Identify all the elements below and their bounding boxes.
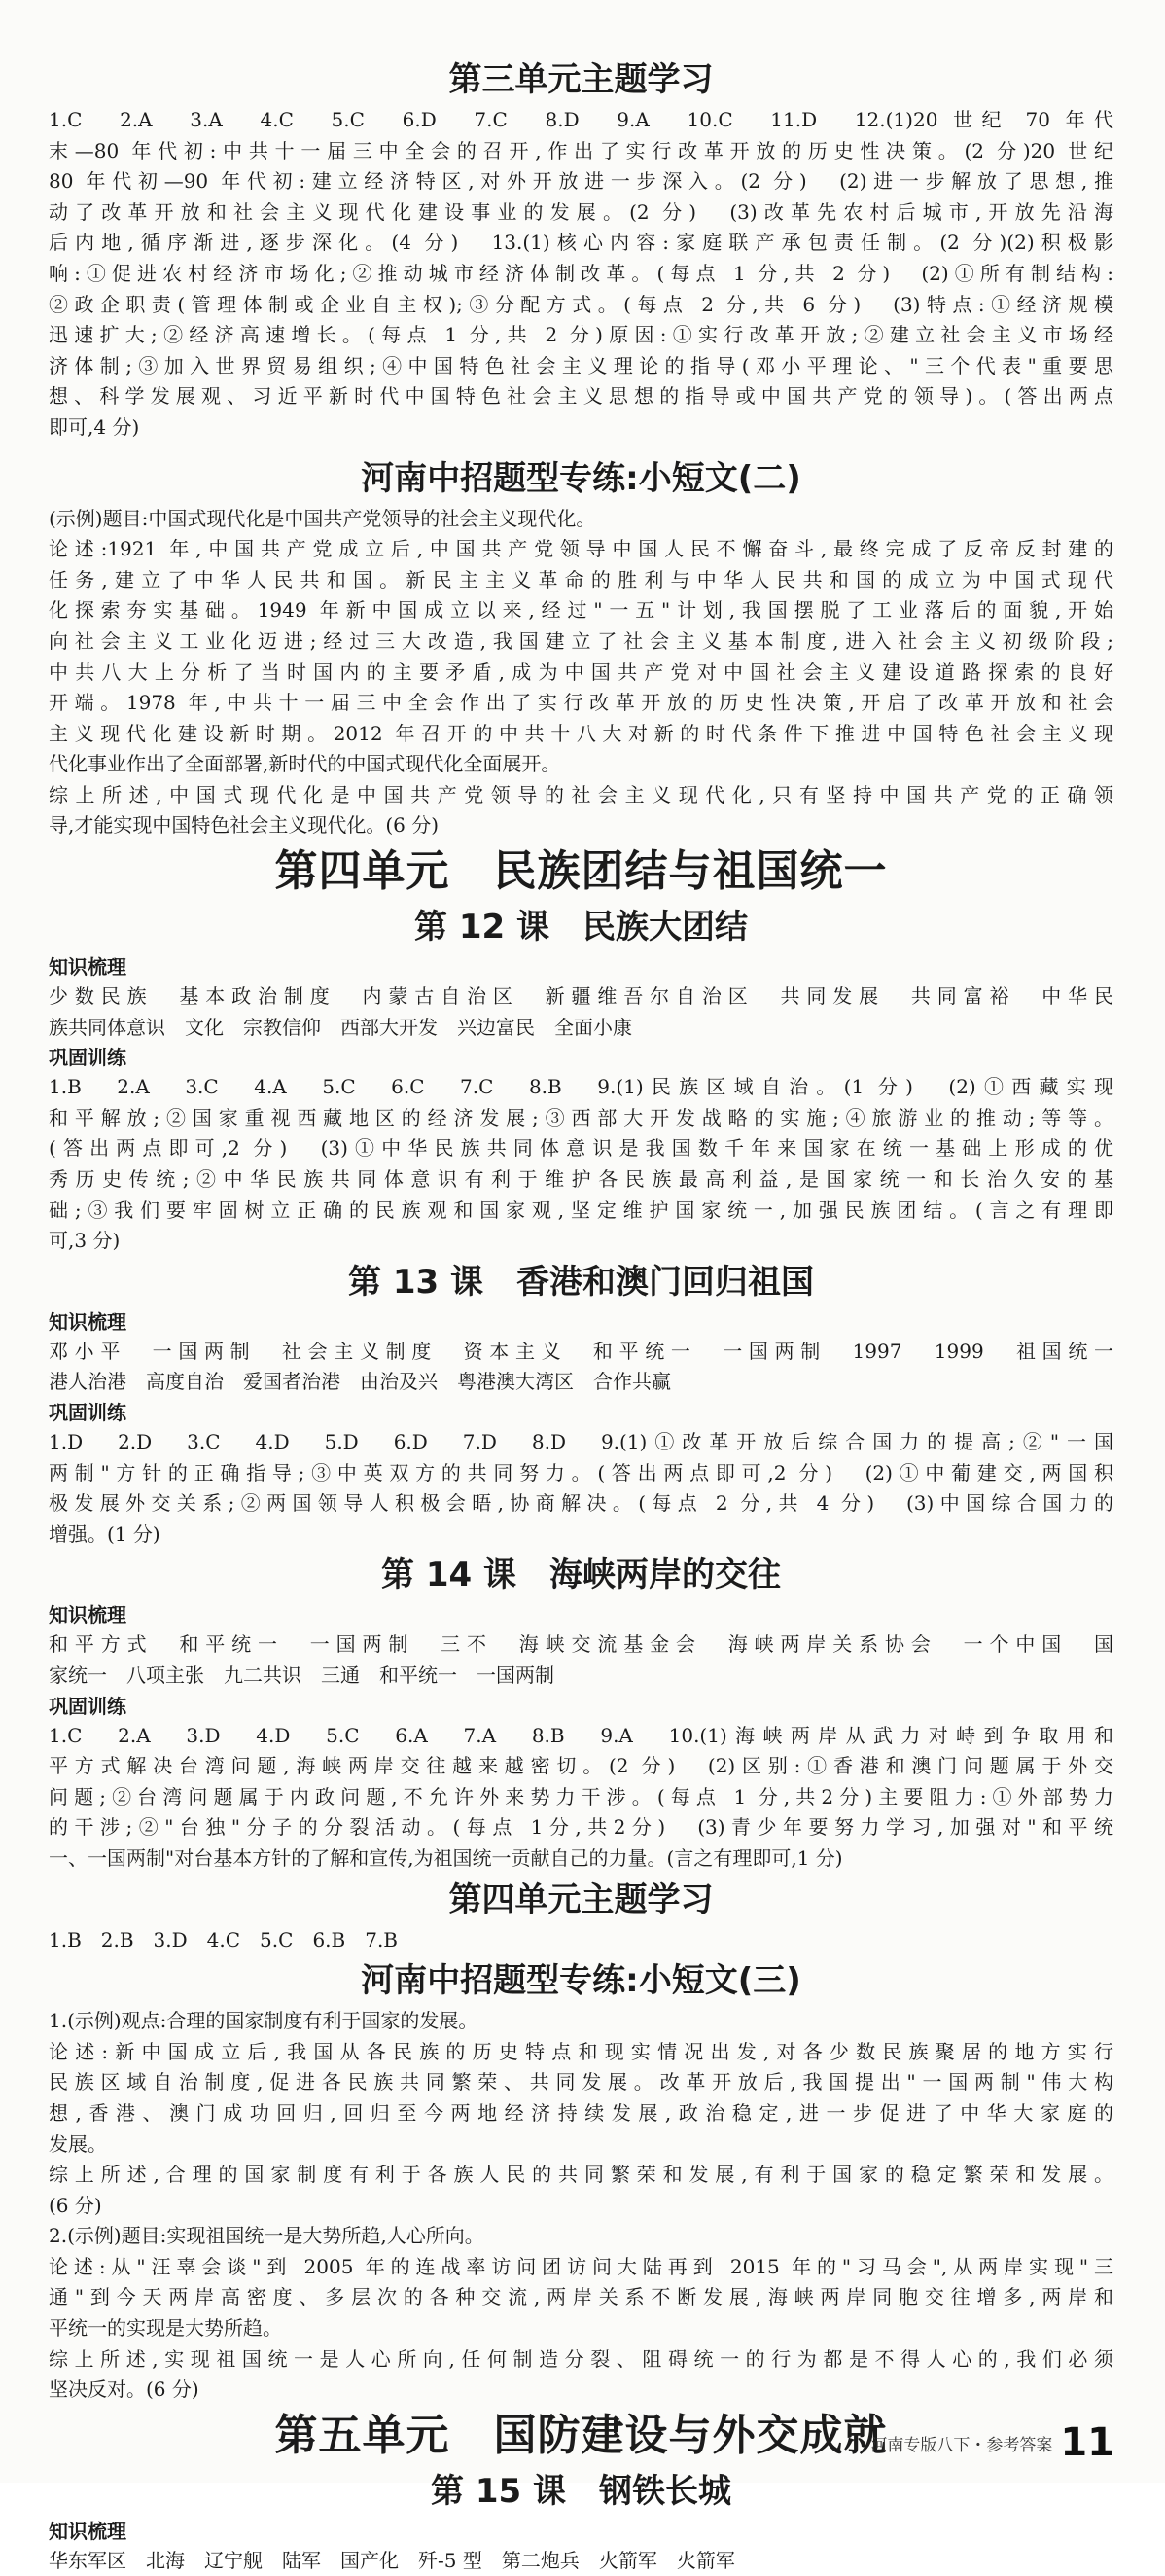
text-line: 济体制;③加入世界贸易组织;④中国特色社会主义理论的指导(邓小平理论、"三个代表"重要思 — [49, 353, 1113, 377]
subsection-label: 巩固训练 — [49, 1694, 126, 1718]
text-line: 代化事业作出了全面部署,新时代的中国式现代化全面展开。 — [49, 752, 561, 776]
section-title: 第四单元主题学习 — [448, 1879, 714, 1919]
text-line: 动了改革开放和社会主义现代化建设事业的发展。(2 分) (3)改革先农村后城市,开放先沿海 — [49, 199, 1113, 224]
text-line: 1.D 2.D 3.C 4.D 5.D 6.D 7.D 8.D 9.(1)①改革开放后综合国力的提高;②"一国 — [49, 1430, 1113, 1453]
text-line: ②政企职责(管理体制或企业自主权);③分配方式。(每点 2 分,共 6 分) (3)特点:①经济规模 — [49, 292, 1113, 316]
text-line: 向社会主义工业化迈进;经过三大改造,我国建立了社会主义基本制度,进入社会主义初级阶段; — [49, 628, 1113, 653]
footer-label: 河南专版八下・参考答案 — [870, 2435, 1053, 2455]
text-line: 即可,4 分) — [49, 414, 140, 439]
text-line: 综上所述,合理的国家制度有利于各族人民的共同繁荣和发展,有利于国家的稳定繁荣和发展。 — [49, 2163, 1113, 2187]
subsection-label: 巩固训练 — [49, 1046, 126, 1070]
text-line: 平统一的实现是大势所趋。 — [49, 2316, 282, 2341]
text-line: 家统一 八项主张 九二共识 三通 和平统一 一国两制 — [49, 1663, 554, 1687]
text-line: 坚决反对。(6 分) — [49, 2378, 199, 2402]
text-line: 平方式解决台湾问题,海峡两岸交往越来越密切。(2 分) (2)区别:①香港和澳门问题属于外交 — [49, 1754, 1113, 1778]
unit-title: 第四单元 民族团结与祖国统一 — [274, 846, 888, 897]
text-line: 增强。(1 分) — [49, 1521, 160, 1546]
text-line: 1.C 2.A 3.A 4.C 5.C 6.D 7.C 8.D 9.A 10.C 11.D 12.(1)20 世纪 70 年代 — [49, 108, 1113, 131]
subsection-label: 知识梳理 — [49, 955, 126, 980]
page-number: 11 — [1060, 2420, 1114, 2465]
text-line: 综上所述,中国式现代化是中国共产党领导的社会主义现代化,只有坚持中国共产党的正确领 — [49, 782, 1113, 806]
text-line: 1.B 2.B 3.D 4.C 5.C 6.B 7.B — [49, 1927, 399, 1951]
section-title: 第 13 课 香港和澳门回归祖国 — [348, 1262, 814, 1302]
text-line: 础;③我们要牢固树立正确的民族观和国家观,坚定维护国家统一,加强民族团结。(言之有理即 — [49, 1198, 1113, 1222]
text-line: 港人治港 高度自治 爱国者治港 由治及兴 粤港澳大湾区 合作共赢 — [49, 1370, 671, 1394]
text-line: (6 分) — [49, 2193, 102, 2217]
text-line: 任务,建立了中华人民共和国。新民主主义革命的胜利与中华人民共和国的成立为中国式现代 — [49, 567, 1113, 591]
text-line: 中共八大上分析了当时国内的主要矛盾,成为中国共产党对中国社会主义建设道路探索的良好 — [49, 660, 1113, 684]
subsection-label: 知识梳理 — [49, 2519, 126, 2543]
text-line: 综上所述,实现祖国统一是人心所向,任何制造分裂、阻碍统一的行为都是不得人心的,我们必须 — [49, 2346, 1113, 2371]
text-line: 想、科学发展观、习近平新时代中国特色社会主义思想的指导或中国共产党的领导)。(答出两点 — [49, 384, 1113, 409]
subsection-label: 知识梳理 — [49, 1309, 126, 1334]
text-line: 1.C 2.A 3.D 4.D 5.C 6.A 7.A 8.B 9.A 10.(1)海峡两岸从武力对峙到争取用和 — [49, 1723, 1113, 1747]
text-line: 少数民族 基本政治制度 内蒙古自治区 新疆维吾尔自治区 共同发展 共同富裕 中华民 — [49, 984, 1113, 1009]
section-title: 第 15 课 钢铁长城 — [431, 2471, 731, 2511]
text-line: 问题;②台湾问题属于内政问题,不允许外来势力干涉。(每点 1 分,共2分)主要阻力:①外部势力 — [49, 1784, 1113, 1808]
spacer — [49, 444, 1113, 453]
text-line: 想,香港、澳门成功回归,回归至今两地经济持续发展,政治稳定,进一步促进了中华大家庭的 — [49, 2100, 1113, 2125]
text-line: 论述:从"汪辜会谈"到 2005 年的连战率访问团访问大陆再到 2015 年的"习马会",从两岸实现"三 — [49, 2254, 1113, 2278]
text-line: (答出两点即可,2 分) (3)①中华民族共同体意识是我国数千年来国家在统一基础上形成的优 — [49, 1136, 1113, 1161]
subsection-label: 巩固训练 — [49, 1401, 126, 1424]
text-line: 族共同体意识 文化 宗教信仰 西部大开发 兴边富民 全面小康 — [49, 1015, 632, 1039]
page-content — [49, 54, 1113, 2576]
text-line: 化探索夯实基础。1949 年新中国成立以来,经过"一五"计划,我国摆脱了工业落后的面貌,开始 — [49, 598, 1113, 623]
text-line: 导,才能实现中国特色社会主义现代化。(6 分) — [49, 813, 440, 838]
text-line: 的干涉;②"台独"分子的分裂活动。(每点 1分,共2分) (3)青少年要努力学习,加强对"和平统 — [49, 1815, 1113, 1840]
text-line: 和平解放;②国家重视西藏地区的经济发展;③西部大开发战略的实施;④旅游业的推动;等等。 — [49, 1105, 1113, 1129]
text-line: 可,3 分) — [49, 1229, 121, 1253]
subsection-label: 知识梳理 — [49, 1603, 126, 1628]
section-title: 第 14 课 海峡两岸的交往 — [381, 1556, 781, 1595]
text-line: 迅速扩大;②经济高速增长。(每点 1 分,共 2 分)原因:①实行改革开放;②建立社会主义市场经 — [49, 323, 1113, 347]
text-line: 民族区域自治制度,促进各民族共同繁荣、共同发展。改革开放后,我国提出"一国两制"伟大构 — [49, 2070, 1113, 2094]
text-line: 2.(示例)题目:实现祖国统一是大势所趋,人心所向。 — [49, 2224, 484, 2248]
section-title: 河南中招题型专练:小短文(二) — [361, 458, 801, 498]
text-line: 发展。 — [49, 2131, 107, 2156]
text-line: 和平方式 和平统一 一国两制 三不 海峡交流基金会 海峡两岸关系协会 一个中国 国 — [49, 1632, 1113, 1657]
text-line: 极发展外交关系;②两国领导人积极会晤,协商解决。(每点 2 分,共 4 分) (3)中国综合国力的 — [49, 1491, 1113, 1516]
text-line: 邓小平 一国两制 社会主义制度 资本主义 和平统一 一国两制 1997 1999 祖国统一 — [49, 1339, 1113, 1363]
unit-title: 第五单元 国防建设与外交成就 — [274, 2410, 888, 2460]
text-line: 两制"方针的正确指导;③中英双方的共同努力。(答出两点即可,2 分) (2)①中葡建交,两国积 — [49, 1460, 1113, 1485]
page-footer — [870, 2420, 1114, 2465]
text-line: 80 年代初—90 年代初:建立经济特区,对外开放进一步深入。(2 分) (2)进一步解放了思想,推 — [49, 169, 1113, 194]
section-title: 第三单元主题学习 — [448, 60, 714, 99]
text-line: 秀历史传统;②中华民族共同体意识有利于维护各民族最高利益,是国家统一和长治久安的基 — [49, 1167, 1113, 1192]
text-line: (示例)题目:中国式现代化是中国共产党领导的社会主义现代化。 — [49, 506, 596, 530]
text-line: 主义现代化建设新时期。2012 年召开的中共十八大对新的时代条件下推进中国特色社会主义现 — [49, 721, 1113, 745]
text-line: 通"到今天两岸高密度、多层次的各种交流,两岸关系不断发展,海峡两岸同胞交往增多,两岸和 — [49, 2285, 1113, 2309]
text-line: 一、一国两制"对台基本方针的了解和宣传,为祖国统一贡献自己的力量。(言之有理即可,1 分) — [49, 1845, 843, 1870]
text-line: 开端。1978 年,中共十一届三中全会作出了实行改革开放的历史性决策,开启了改革开放和社会 — [49, 691, 1113, 715]
text-line: 论述:新中国成立后,我国从各民族的历史特点和现实情况出发,对各少数民族聚居的地方实行 — [49, 2039, 1113, 2063]
section-title: 第 12 课 民族大团结 — [414, 908, 748, 948]
section-title: 河南中招题型专练:小短文(三) — [361, 1961, 801, 2001]
text-line: 华东军区 北海 辽宁舰 陆军 国产化 歼-5 型 第二炮兵 火箭军 火箭军 — [49, 2548, 735, 2572]
text-line: 1.(示例)观点:合理的国家制度有利于国家的发展。 — [49, 2009, 478, 2033]
text-line: 论述:1921 年,中国共产党成立后,中国共产党领导中国人民不懈奋斗,最终完成了反帝反封建的 — [49, 537, 1113, 561]
text-line: 1.B 2.A 3.C 4.A 5.C 6.C 7.C 8.B 9.(1)民族区域自治。(1 分) (2)①西藏实现 — [49, 1075, 1113, 1099]
text-line: 末—80 年代初:中共十一届三中全会的召开,作出了实行改革开放的历史性决策。(2 分)20 世纪 — [49, 138, 1113, 162]
text-line: 后内地,循序渐进,逐步深化。(4 分) 13.(1)核心内容:家庭联产承包责任制。(2 分)(2)积极影 — [49, 231, 1113, 255]
text-line: 响:①促进农村经济市场化;②推动城市经济体制改革。(每点 1 分,共 2 分) (2)①所有制结构: — [49, 261, 1113, 285]
